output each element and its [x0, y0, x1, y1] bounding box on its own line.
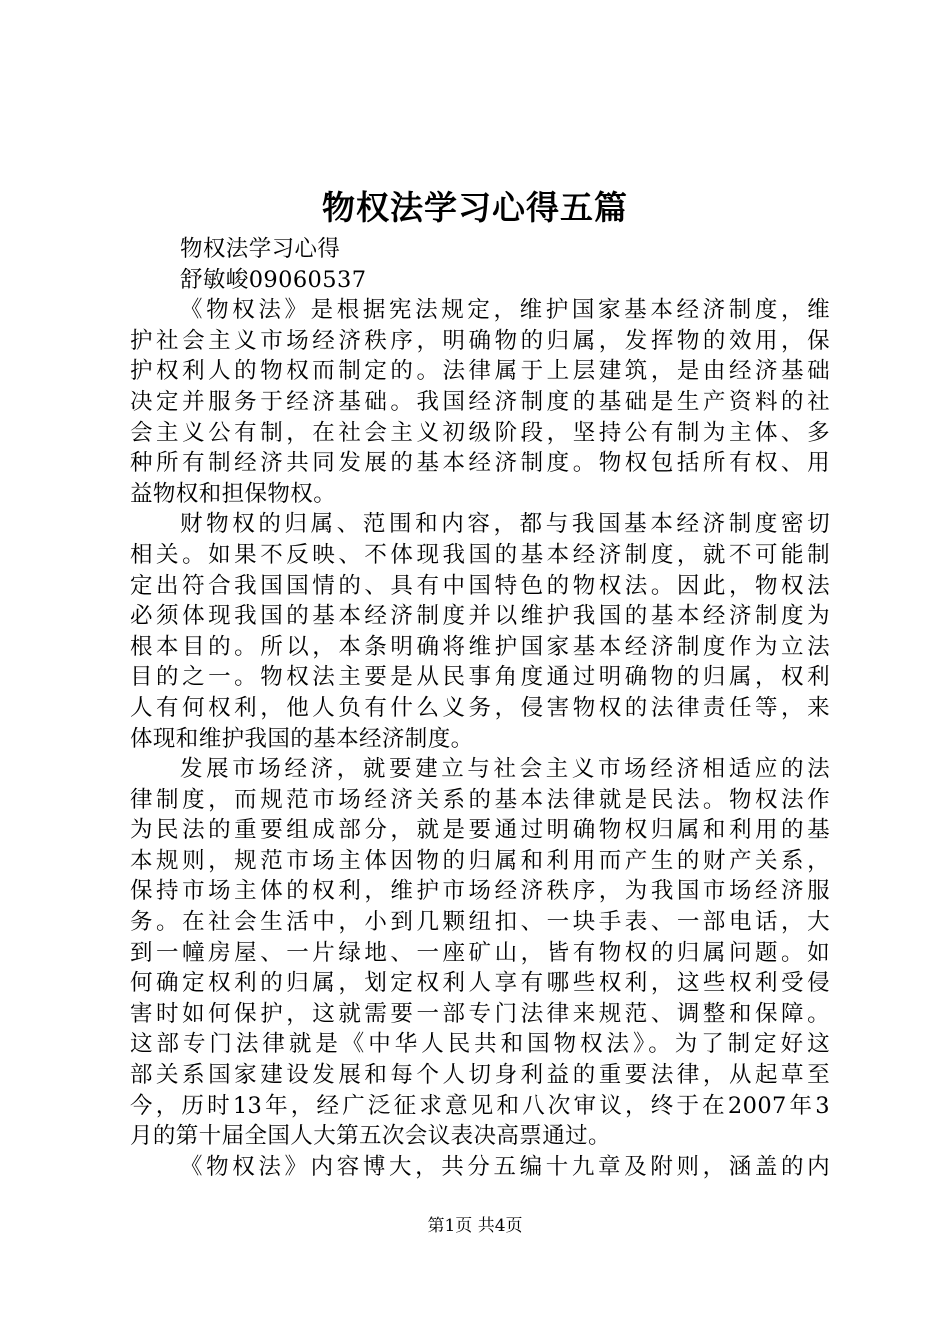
text-line: 决定并服务于经济基础。我国经济制度的基础是生产资料的社 [130, 388, 830, 415]
text-line: 人有何权利，他人负有什么义务，侵害物权的法律责任等，来 [130, 694, 830, 721]
text-line: 《物权法》内容博大，共分五编十九章及附则，涵盖的内 [180, 1153, 830, 1180]
text-line: 《物权法》是根据宪法规定，维护国家基本经济制度，维 [180, 297, 830, 324]
text-line: 何确定权利的归属，划定权利人享有哪些权利，这些权利受侵 [130, 970, 830, 997]
text-line: 护社会主义市场经济秩序，明确物的归属，发挥物的效用，保 [130, 327, 830, 354]
text-line: 月的第十届全国人大第五次会议表决高票通过。 [130, 1123, 611, 1150]
text-line: 根本目的。所以，本条明确将维护国家基本经济制度作为立法 [130, 633, 830, 660]
page-footer: 第1页 共4页 [427, 1216, 523, 1236]
text-line: 这部专门法律就是《中华人民共和国物权法》。为了制定好这 [130, 1031, 830, 1058]
text-line: 护权利人的物权而制定的。法律属于上层建筑，是由经济基础 [130, 358, 830, 385]
text-line: 定出符合我国国情的、具有中国特色的物权法。因此，物权法 [130, 572, 830, 599]
document-body [130, 234, 830, 1182]
text-line: 体现和维护我国的基本经济制度。 [130, 725, 474, 752]
text-line: 部关系国家建设发展和每个人切身利益的重要法律，从起草至 [130, 1062, 830, 1089]
text-line: 律制度，而规范市场经济关系的基本法律就是民法。物权法作 [130, 786, 830, 813]
text-line: 发展市场经济，就要建立与社会主义市场经济相适应的法 [180, 756, 830, 783]
text-line: 务。在社会生活中，小到几颗纽扣、一块手表、一部电话，大 [130, 909, 830, 936]
text-line: 会主义公有制，在社会主义初级阶段，坚持公有制为主体、多 [130, 419, 830, 446]
text-line: 害时如何保护，这就需要一部专门法律来规范、调整和保障。 [130, 1000, 830, 1027]
text-line: 必须体现我国的基本经济制度并以维护我国的基本经济制度为 [130, 603, 830, 630]
document-title: 物权法学习心得五篇 [322, 188, 628, 227]
text-line: 种所有制经济共同发展的基本经济制度。物权包括所有权、用 [130, 450, 830, 477]
text-line: 今，历时13年，经广泛征求意见和八次审议，终于在2007年3 [130, 1092, 830, 1119]
subtitle-line: 物权法学习心得 [180, 236, 341, 262]
text-line: 财物权的归属、范围和内容，都与我国基本经济制度密切 [180, 511, 830, 538]
text-line: 本规则，规范市场主体因物的归属和利用而产生的财产关系， [130, 847, 830, 874]
text-line: 保持市场主体的权利，维护市场经济秩序，为我国市场经济服 [130, 878, 830, 905]
text-line: 到一幢房屋、一片绿地、一座矿山，皆有物权的归属问题。如 [130, 939, 830, 966]
text-line: 目的之一。物权法主要是从民事角度通过明确物的归属，权利 [130, 664, 830, 691]
text-line: 相关。如果不反映、不体现我国的基本经济制度，就不可能制 [130, 541, 830, 568]
body-text [130, 295, 830, 1182]
author-line: 舒敏峻09060537 [180, 266, 367, 293]
text-line: 为民法的重要组成部分，就是要通过明确物权归属和利用的基 [130, 817, 830, 844]
text-line: 益物权和担保物权。 [130, 480, 337, 507]
